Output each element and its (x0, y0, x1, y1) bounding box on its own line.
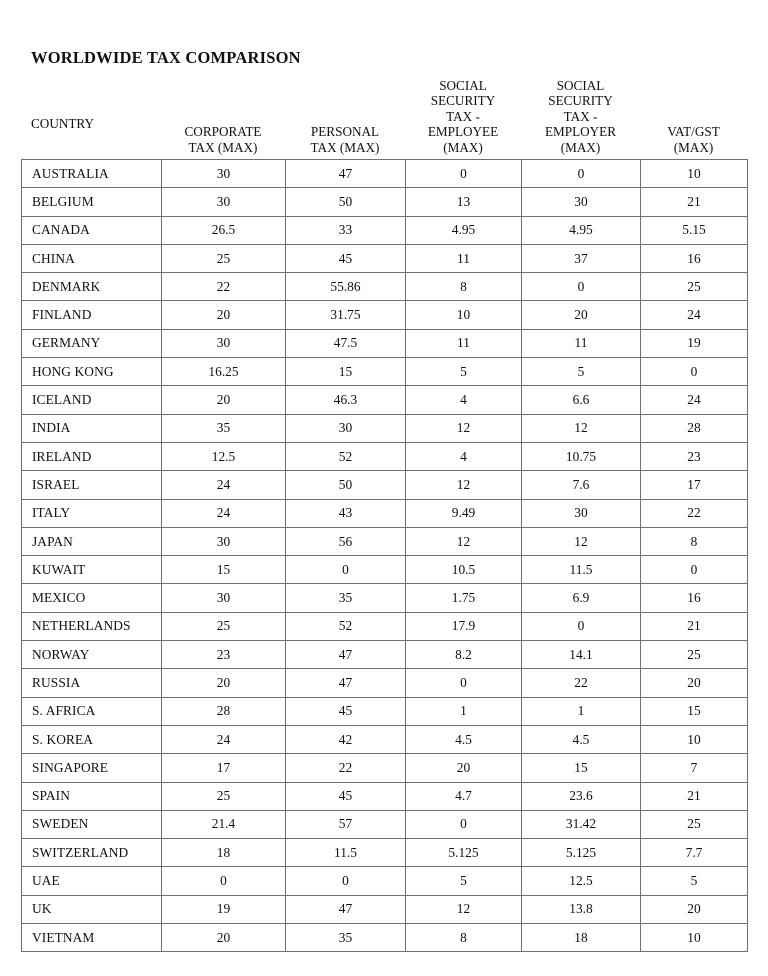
column-header-line: (MAX) (443, 139, 483, 155)
cell-vat: 25 (641, 810, 748, 838)
cell-personal: 56 (286, 527, 406, 555)
cell-ss_empr: 12 (522, 527, 641, 555)
table-row (22, 244, 748, 272)
cell-ss_emp: 5.125 (406, 839, 522, 867)
cell-vat: 25 (641, 641, 748, 669)
cell-country: IRELAND (22, 442, 162, 470)
table-row (22, 471, 748, 499)
cell-ss_emp: 12 (406, 527, 522, 555)
cell-ss_empr: 14.1 (522, 641, 641, 669)
cell-country: FINLAND (22, 301, 162, 329)
cell-corp: 25 (162, 244, 286, 272)
cell-ss_emp: 1.75 (406, 584, 522, 612)
table-row (22, 782, 748, 810)
cell-corp: 20 (162, 301, 286, 329)
tax-comparison-table-wrapper (21, 159, 747, 952)
table-row (22, 669, 748, 697)
cell-country: UAE (22, 867, 162, 895)
cell-personal: 57 (286, 810, 406, 838)
cell-personal: 52 (286, 612, 406, 640)
cell-personal: 31.75 (286, 301, 406, 329)
column-header-vat (640, 124, 747, 159)
cell-corp: 23 (162, 641, 286, 669)
cell-country: UK (22, 895, 162, 923)
cell-vat: 28 (641, 414, 748, 442)
cell-ss_empr: 4.5 (522, 725, 641, 753)
column-header-country (21, 116, 161, 160)
cell-personal: 45 (286, 244, 406, 272)
cell-country: DENMARK (22, 273, 162, 301)
cell-vat: 21 (641, 782, 748, 810)
cell-ss_empr: 10.75 (522, 442, 641, 470)
table-row (22, 301, 748, 329)
column-header-ss_emp (405, 78, 521, 160)
cell-vat: 17 (641, 471, 748, 499)
cell-country: GERMANY (22, 329, 162, 357)
cell-personal: 47 (286, 160, 406, 188)
cell-ss_empr: 12 (522, 414, 641, 442)
column-header-line: TAX - (563, 108, 598, 124)
cell-ss_emp: 4 (406, 442, 522, 470)
cell-ss_emp: 1 (406, 697, 522, 725)
cell-personal: 0 (286, 556, 406, 584)
column-header-line: TAX (MAX) (310, 139, 380, 155)
cell-ss_emp: 0 (406, 810, 522, 838)
column-header-line: VAT/GST (667, 124, 720, 139)
cell-ss_empr: 5.125 (522, 839, 641, 867)
cell-personal: 33 (286, 216, 406, 244)
cell-vat: 20 (641, 669, 748, 697)
table-row (22, 556, 748, 584)
cell-ss_emp: 11 (406, 244, 522, 272)
cell-ss_emp: 10.5 (406, 556, 522, 584)
cell-country: CHINA (22, 244, 162, 272)
table-row (22, 810, 748, 838)
cell-corp: 20 (162, 924, 286, 952)
cell-personal: 11.5 (286, 839, 406, 867)
cell-country: MEXICO (22, 584, 162, 612)
cell-vat: 10 (641, 924, 748, 952)
cell-ss_empr: 6.6 (522, 386, 641, 414)
cell-corp: 15 (162, 556, 286, 584)
column-header-line: (MAX) (673, 139, 714, 155)
cell-vat: 0 (641, 556, 748, 584)
column-header-line: SOCIAL (439, 77, 487, 93)
cell-ss_empr: 0 (522, 273, 641, 301)
cell-vat: 7.7 (641, 839, 748, 867)
cell-country: AUSTRALIA (22, 160, 162, 188)
cell-corp: 28 (162, 697, 286, 725)
cell-ss_emp: 8.2 (406, 641, 522, 669)
table-row (22, 641, 748, 669)
cell-ss_empr: 30 (522, 188, 641, 216)
cell-vat: 7 (641, 754, 748, 782)
cell-ss_emp: 20 (406, 754, 522, 782)
table-row (22, 612, 748, 640)
cell-corp: 21.4 (162, 810, 286, 838)
cell-ss_empr: 5 (522, 358, 641, 386)
cell-personal: 47.5 (286, 329, 406, 357)
cell-corp: 25 (162, 782, 286, 810)
cell-ss_empr: 6.9 (522, 584, 641, 612)
cell-personal: 45 (286, 782, 406, 810)
cell-personal: 30 (286, 414, 406, 442)
cell-vat: 24 (641, 301, 748, 329)
cell-country: SWITZERLAND (22, 839, 162, 867)
table-row (22, 216, 748, 244)
table-row (22, 188, 748, 216)
column-header-line: EMPLOYEE (427, 124, 499, 139)
cell-vat: 21 (641, 188, 748, 216)
cell-country: NETHERLANDS (22, 612, 162, 640)
table-row (22, 160, 748, 188)
column-header-corp (161, 124, 285, 159)
column-header-ss_empr (521, 78, 640, 160)
cell-vat: 20 (641, 895, 748, 923)
cell-country: SPAIN (22, 782, 162, 810)
cell-corp: 12.5 (162, 442, 286, 470)
cell-ss_emp: 0 (406, 160, 522, 188)
cell-personal: 35 (286, 924, 406, 952)
cell-country: JAPAN (22, 527, 162, 555)
cell-corp: 24 (162, 499, 286, 527)
cell-country: S. KOREA (22, 725, 162, 753)
cell-vat: 22 (641, 499, 748, 527)
table-row (22, 386, 748, 414)
cell-corp: 26.5 (162, 216, 286, 244)
page-title: WORLDWIDE TAX COMPARISON (31, 48, 301, 67)
cell-corp: 0 (162, 867, 286, 895)
cell-personal: 47 (286, 669, 406, 697)
cell-ss_empr: 12.5 (522, 867, 641, 895)
cell-corp: 30 (162, 160, 286, 188)
cell-corp: 30 (162, 584, 286, 612)
cell-country: ICELAND (22, 386, 162, 414)
cell-country: S. AFRICA (22, 697, 162, 725)
cell-personal: 50 (286, 471, 406, 499)
cell-ss_emp: 11 (406, 329, 522, 357)
cell-corp: 17 (162, 754, 286, 782)
cell-ss_emp: 4.95 (406, 216, 522, 244)
cell-ss_emp: 10 (406, 301, 522, 329)
cell-ss_emp: 0 (406, 669, 522, 697)
cell-vat: 5 (641, 867, 748, 895)
cell-vat: 5.15 (641, 216, 748, 244)
cell-vat: 0 (641, 358, 748, 386)
cell-personal: 35 (286, 584, 406, 612)
cell-ss_empr: 18 (522, 924, 641, 952)
cell-corp: 20 (162, 669, 286, 697)
table-row (22, 442, 748, 470)
cell-corp: 35 (162, 414, 286, 442)
cell-ss_empr: 23.6 (522, 782, 641, 810)
cell-ss_empr: 0 (522, 612, 641, 640)
cell-country: SWEDEN (22, 810, 162, 838)
cell-ss_emp: 4 (406, 386, 522, 414)
cell-ss_emp: 12 (406, 471, 522, 499)
cell-personal: 47 (286, 895, 406, 923)
cell-ss_empr: 0 (522, 160, 641, 188)
cell-personal: 22 (286, 754, 406, 782)
column-header-line: CORPORATE (184, 124, 262, 139)
cell-ss_emp: 9.49 (406, 499, 522, 527)
cell-vat: 25 (641, 273, 748, 301)
cell-country: INDIA (22, 414, 162, 442)
cell-ss_emp: 5 (406, 867, 522, 895)
cell-ss_empr: 13.8 (522, 895, 641, 923)
cell-country: RUSSIA (22, 669, 162, 697)
cell-corp: 30 (162, 527, 286, 555)
cell-personal: 43 (286, 499, 406, 527)
table-row (22, 895, 748, 923)
cell-ss_emp: 8 (406, 273, 522, 301)
cell-ss_empr: 11 (522, 329, 641, 357)
table-row (22, 697, 748, 725)
table-row (22, 527, 748, 555)
cell-personal: 46.3 (286, 386, 406, 414)
cell-personal: 15 (286, 358, 406, 386)
column-header-line: PERSONAL (310, 124, 380, 139)
cell-personal: 52 (286, 442, 406, 470)
table-row (22, 499, 748, 527)
cell-vat: 15 (641, 697, 748, 725)
cell-ss_emp: 5 (406, 358, 522, 386)
table-row (22, 754, 748, 782)
cell-vat: 8 (641, 527, 748, 555)
cell-corp: 19 (162, 895, 286, 923)
cell-personal: 42 (286, 725, 406, 753)
cell-ss_empr: 20 (522, 301, 641, 329)
cell-personal: 50 (286, 188, 406, 216)
cell-corp: 30 (162, 188, 286, 216)
table-row (22, 414, 748, 442)
cell-ss_emp: 13 (406, 188, 522, 216)
cell-ss_emp: 4.5 (406, 725, 522, 753)
cell-corp: 22 (162, 273, 286, 301)
cell-corp: 25 (162, 612, 286, 640)
cell-country: CANADA (22, 216, 162, 244)
cell-country: HONG KONG (22, 358, 162, 386)
cell-personal: 45 (286, 697, 406, 725)
cell-vat: 10 (641, 725, 748, 753)
table-row (22, 867, 748, 895)
cell-country: BELGIUM (22, 188, 162, 216)
cell-ss_empr: 37 (522, 244, 641, 272)
table-header-row (21, 62, 747, 159)
column-header-line: SOCIAL (556, 77, 605, 93)
table-row (22, 725, 748, 753)
column-header-personal (285, 124, 405, 159)
cell-ss_empr: 31.42 (522, 810, 641, 838)
cell-corp: 30 (162, 329, 286, 357)
cell-ss_emp: 8 (406, 924, 522, 952)
cell-vat: 24 (641, 386, 748, 414)
cell-ss_empr: 22 (522, 669, 641, 697)
cell-corp: 18 (162, 839, 286, 867)
cell-ss_empr: 30 (522, 499, 641, 527)
cell-personal: 47 (286, 641, 406, 669)
tax-comparison-table (21, 159, 748, 952)
cell-corp: 24 (162, 725, 286, 753)
cell-ss_emp: 12 (406, 414, 522, 442)
cell-country: KUWAIT (22, 556, 162, 584)
table-row (22, 329, 748, 357)
cell-corp: 24 (162, 471, 286, 499)
column-header-line: (MAX) (560, 139, 601, 155)
column-header-line: SECURITY (548, 93, 613, 108)
column-header-line: COUNTRY (31, 115, 95, 131)
cell-vat: 23 (641, 442, 748, 470)
cell-country: SINGAPORE (22, 754, 162, 782)
cell-corp: 20 (162, 386, 286, 414)
cell-ss_emp: 12 (406, 895, 522, 923)
table-row (22, 358, 748, 386)
cell-personal: 55.86 (286, 273, 406, 301)
cell-ss_empr: 4.95 (522, 216, 641, 244)
cell-corp: 16.25 (162, 358, 286, 386)
cell-country: ITALY (22, 499, 162, 527)
cell-vat: 10 (641, 160, 748, 188)
column-header-line: EMPLOYER (544, 124, 617, 139)
table-row (22, 839, 748, 867)
cell-vat: 16 (641, 584, 748, 612)
cell-personal: 0 (286, 867, 406, 895)
cell-country: NORWAY (22, 641, 162, 669)
cell-ss_empr: 15 (522, 754, 641, 782)
cell-ss_emp: 4.7 (406, 782, 522, 810)
cell-ss_empr: 11.5 (522, 556, 641, 584)
table-row (22, 273, 748, 301)
cell-ss_empr: 7.6 (522, 471, 641, 499)
column-header-line: SECURITY (430, 93, 496, 108)
cell-vat: 16 (641, 244, 748, 272)
column-header-line: TAX (MAX) (188, 139, 258, 155)
table-body (22, 160, 748, 952)
cell-vat: 19 (641, 329, 748, 357)
table-row (22, 924, 748, 952)
cell-country: ISRAEL (22, 471, 162, 499)
cell-vat: 21 (641, 612, 748, 640)
column-header-line: TAX - (446, 108, 480, 124)
cell-ss_empr: 1 (522, 697, 641, 725)
cell-country: VIETNAM (22, 924, 162, 952)
table-row (22, 584, 748, 612)
cell-ss_emp: 17.9 (406, 612, 522, 640)
